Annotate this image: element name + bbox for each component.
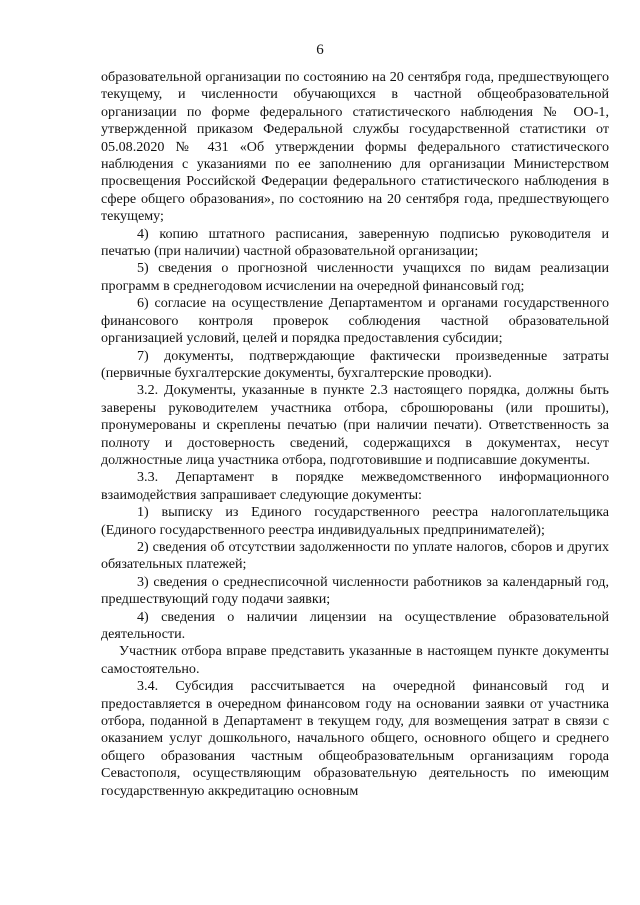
clause-3-4: 3.4. Субсидия рассчитывается на очередной финансовый год и предоставляется в очередном финансовом году на основании заявки от участника отбора, поданной в Департамент в текущем году, для возмещения затрат в связи с оказанием услуг дошкольного, начального общего, основного общего и среднего общего образования частным общеобразовательным организациям города Севастополя, осуществляющим образовательную деятельность по имеющим государственную аккредитацию основным xyxy=(101,678,609,799)
clause-3-3-item-4: 4) сведения о наличии лицензии на осуществление образовательной деятельности. xyxy=(101,608,609,642)
list-item-5: 5) сведения о прогнозной численности учащихся по видам реализации программ в среднегодовом исчислении на очередной финансовый год; xyxy=(101,260,609,294)
page-number: 6 xyxy=(316,42,324,58)
clause-3-3-item-3: 3) сведения о среднесписочной численности работников за календарный год, предшествующий году подачи заявки; xyxy=(101,573,609,608)
list-item-4: 4) копию штатного расписания, заверенную подписью руководителя и печатью (при наличии) частной образовательной организации; xyxy=(101,225,609,260)
participant-note: Участник отбора вправе представить указанные в настоящем пункте документы самостоятельно. xyxy=(101,643,609,677)
document-body xyxy=(101,69,609,800)
clause-3-3-item-1: 1) выписку из Единого государственного реестра налогоплательщика (Единого государственного реестра индивидуальных предпринимателей); xyxy=(101,504,609,538)
paragraph-continuation: образовательной организации по состоянию на 20 сентября года, предшествующего текущему, и численности обучающихся в частной общеобразовательной организации по форме федерального статистического наблюдения № ОО-1, утвержденной приказом Федеральной службы государственной статистики от 05.08.2020 № 431 «Об утверждении формы федерального статистического наблюдения с указаниями по ее заполнению для организации Министерством просвещения Российской Федерации федерального статистического наблюдения в сфере общего образования», по состоянию на 20 сентября года, предшествующего текущему; xyxy=(101,69,609,225)
clause-3-3-item-2: 2) сведения об отсутствии задолженности по уплате налогов, сборов и других обязательных платежей; xyxy=(101,538,609,573)
clause-3-3: 3.3. Департамент в порядке межведомственного информационного взаимодействия запрашивает следующие документы: xyxy=(101,469,609,503)
clause-3-2: 3.2. Документы, указанные в пункте 2.3 настоящего порядка, должны быть заверены руководителем участника отбора, сброшюрованы (или прошиты), пронумерованы и скреплены печатью (при наличии печати). Ответственность за полноту и достоверность сведений, содержащихся в документах, несут должностные лица участника отбора, подготовившие и подписавшие документы. xyxy=(101,382,609,468)
list-item-6: 6) согласие на осуществление Департаментом и органами государственного финансового контроля проверок соблюдения частной образовательной организацией условий, целей и порядка предоставления субсидии; xyxy=(101,295,609,347)
list-item-7: 7) документы, подтверждающие фактически произведенные затраты (первичные бухгалтерские документы, бухгалтерские проводки). xyxy=(101,347,609,381)
